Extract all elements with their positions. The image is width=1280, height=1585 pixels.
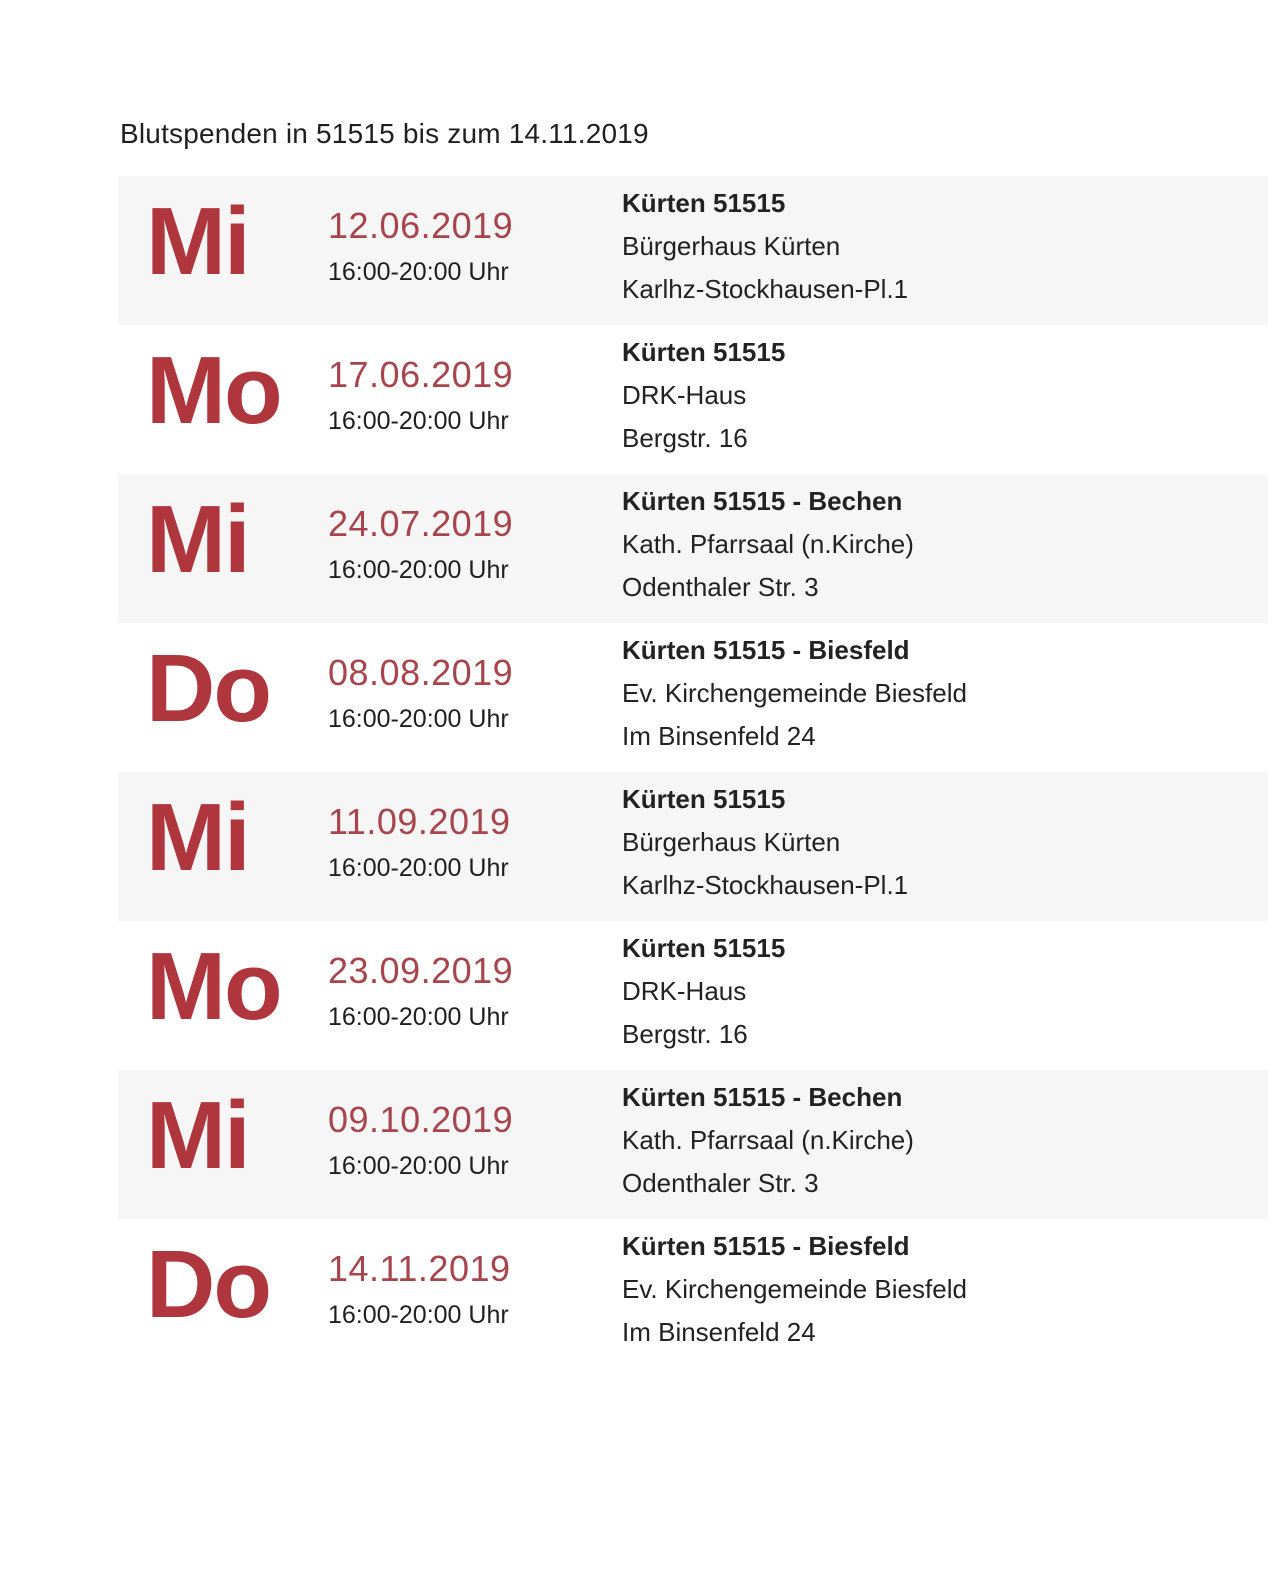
weekday-label: Do [146, 635, 270, 742]
event-date: 23.09.2019 [328, 950, 514, 991]
event-city: Kürten 51515 [622, 784, 786, 814]
event-street: Karlhz-Stockhausen-Pl.1 [622, 274, 909, 304]
event-venue: Bürgerhaus Kürten [622, 827, 841, 857]
event-date: 08.08.2019 [328, 652, 514, 693]
event-street: Bergstr. 16 [622, 1019, 748, 1049]
weekday-label: Mi [146, 1082, 249, 1189]
weekday-label: Mi [146, 188, 249, 295]
weekday-label: Mi [146, 486, 249, 593]
event-time: 16:00-20:00 Uhr [328, 258, 509, 286]
event-date: 14.11.2019 [328, 1248, 511, 1289]
weekday-label: Do [146, 1231, 270, 1338]
event-venue: Ev. Kirchengemeinde Biesfeld [622, 678, 967, 708]
event-date: 12.06.2019 [328, 205, 514, 246]
event-city: Kürten 51515 - Biesfeld [622, 635, 910, 665]
schedule-row [118, 921, 1268, 1070]
event-street: Karlhz-Stockhausen-Pl.1 [622, 870, 909, 900]
event-venue: DRK-Haus [622, 976, 747, 1006]
schedule-row [118, 1219, 1268, 1368]
event-city: Kürten 51515 - Biesfeld [622, 1231, 910, 1261]
event-street: Im Binsenfeld 24 [622, 721, 816, 751]
event-time: 16:00-20:00 Uhr [328, 1301, 509, 1329]
page-title: Blutspenden in 51515 bis zum 14.11.2019 [120, 118, 649, 149]
event-date: 09.10.2019 [328, 1099, 514, 1140]
event-street: Bergstr. 16 [622, 423, 748, 453]
event-venue: DRK-Haus [622, 380, 747, 410]
event-street: Im Binsenfeld 24 [622, 1317, 816, 1347]
event-date: 17.06.2019 [328, 354, 514, 395]
event-time: 16:00-20:00 Uhr [328, 407, 509, 435]
schedule-row [118, 1070, 1268, 1219]
event-time: 16:00-20:00 Uhr [328, 705, 509, 733]
weekday-label: Mo [146, 337, 281, 444]
event-venue: Kath. Pfarrsaal (n.Kirche) [622, 529, 914, 559]
event-venue: Bürgerhaus Kürten [622, 231, 841, 261]
schedule-list [118, 176, 1268, 1368]
event-time: 16:00-20:00 Uhr [328, 1003, 509, 1031]
event-time: 16:00-20:00 Uhr [328, 556, 509, 584]
schedule-row [118, 325, 1268, 474]
event-date: 11.09.2019 [328, 801, 511, 842]
schedule-row [118, 474, 1268, 623]
event-city: Kürten 51515 [622, 337, 786, 367]
event-date: 24.07.2019 [328, 503, 514, 544]
event-city: Kürten 51515 - Bechen [622, 486, 903, 516]
event-time: 16:00-20:00 Uhr [328, 1152, 509, 1180]
event-city: Kürten 51515 [622, 188, 786, 218]
weekday-label: Mi [146, 784, 249, 891]
event-street: Odenthaler Str. 3 [622, 1168, 819, 1198]
schedule-row [118, 772, 1268, 921]
event-venue: Ev. Kirchengemeinde Biesfeld [622, 1274, 967, 1304]
weekday-label: Mo [146, 933, 281, 1040]
event-time: 16:00-20:00 Uhr [328, 854, 509, 882]
schedule-row [118, 623, 1268, 772]
schedule-row [118, 176, 1268, 325]
event-city: Kürten 51515 [622, 933, 786, 963]
event-city: Kürten 51515 - Bechen [622, 1082, 903, 1112]
event-venue: Kath. Pfarrsaal (n.Kirche) [622, 1125, 914, 1155]
event-street: Odenthaler Str. 3 [622, 572, 819, 602]
